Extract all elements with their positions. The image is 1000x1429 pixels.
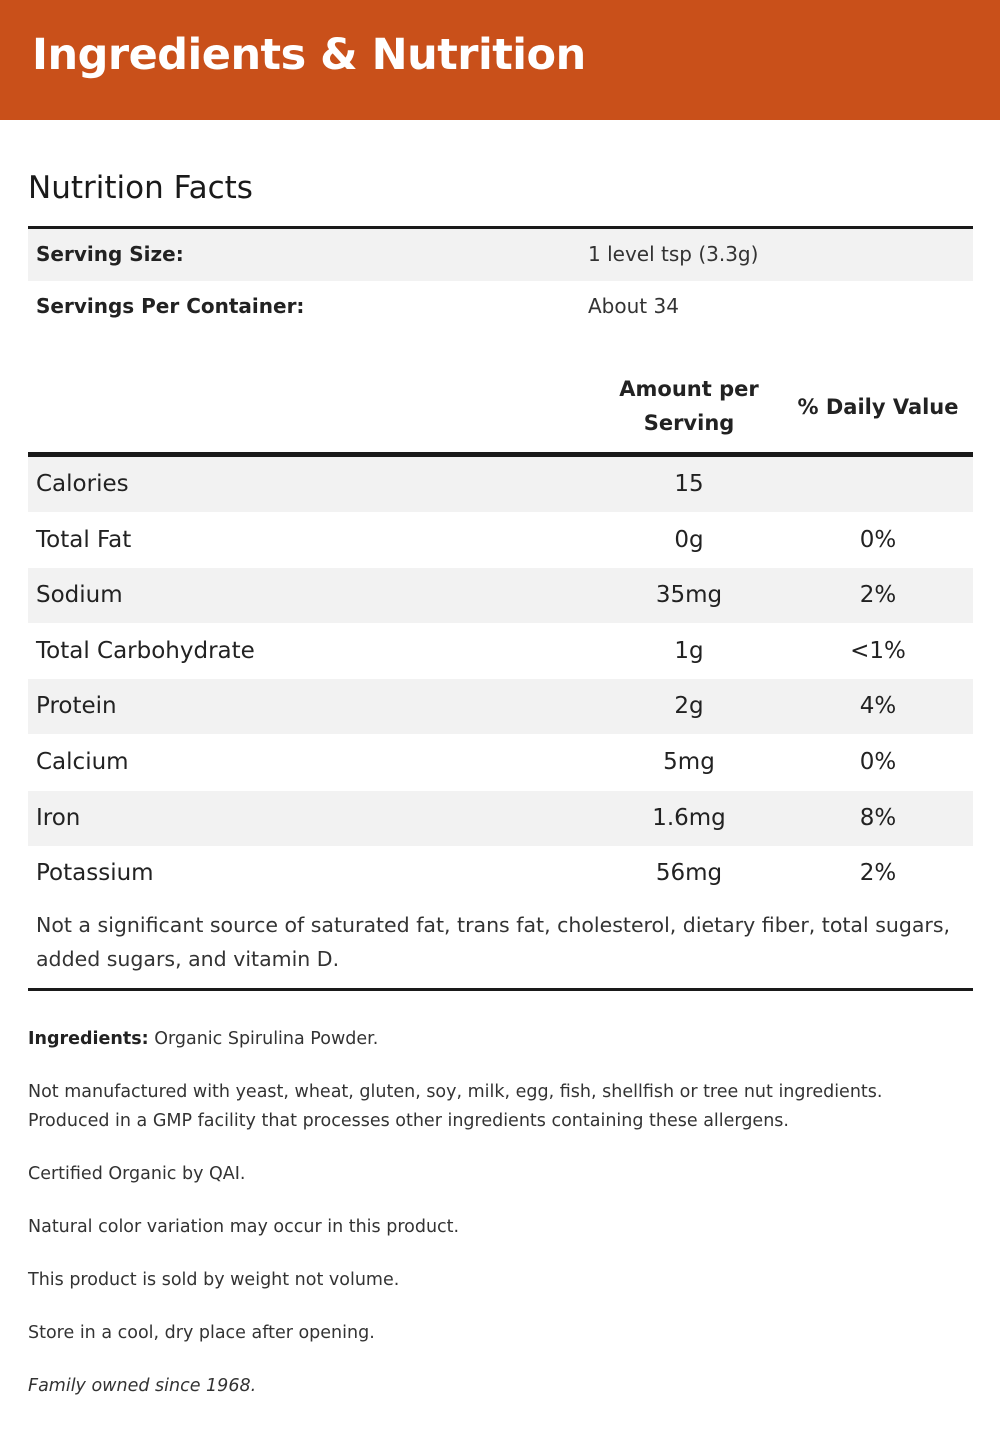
nutrient-row bbox=[28, 791, 973, 846]
nutrient-amount: 2g bbox=[674, 693, 704, 720]
bottom-divider bbox=[28, 988, 973, 991]
nutrient-row bbox=[28, 624, 973, 679]
nutrition-facts-title: Nutrition Facts bbox=[28, 170, 253, 206]
nutrient-amount: 1g bbox=[674, 637, 704, 664]
ingredients-label: Ingredients: bbox=[28, 1029, 149, 1049]
nutrient-name: Calories bbox=[36, 471, 129, 497]
nutrient-row bbox=[28, 735, 973, 790]
nutrient-daily-value: <1% bbox=[850, 637, 906, 664]
amount-header-line1: Amount per bbox=[619, 377, 759, 401]
storage-statement: Store in a cool, dry place after opening. bbox=[28, 1323, 375, 1343]
serving-size-label: Serving Size: bbox=[36, 242, 184, 266]
nutrient-row bbox=[28, 846, 973, 901]
nutrient-name: Sodium bbox=[36, 582, 123, 609]
sold-by-weight-statement: This product is sold by weight not volume. bbox=[28, 1270, 400, 1290]
nutrient-name: Total Carbohydrate bbox=[36, 637, 255, 664]
servings-per-container-label: Servings Per Container: bbox=[36, 294, 305, 318]
nutrient-amount: 15 bbox=[674, 471, 704, 497]
nutrient-row bbox=[28, 679, 973, 734]
nutrient-name: Iron bbox=[36, 804, 81, 831]
nutrient-amount: 56mg bbox=[655, 860, 723, 887]
nutrient-row bbox=[28, 513, 973, 568]
nutrient-daily-value: 0% bbox=[859, 526, 897, 553]
ingredients-line bbox=[28, 1025, 968, 1054]
nutrient-daily-value: 4% bbox=[859, 693, 897, 720]
allergen-line-1: Not manufactured with yeast, wheat, gluten, soy, milk, egg, fish, shellfish or tree nut ingredients. bbox=[28, 1082, 883, 1102]
nutrient-name: Potassium bbox=[36, 860, 154, 887]
nutrient-amount: 1.6mg bbox=[652, 804, 726, 831]
nutrient-amount: 35mg bbox=[655, 582, 723, 609]
ingredients-value: Organic Spirulina Powder. bbox=[148, 1029, 379, 1049]
nutrient-amount: 0g bbox=[674, 526, 704, 553]
amount-per-serving-header bbox=[598, 372, 780, 440]
serving-size-row bbox=[28, 229, 973, 281]
family-owned-statement: Family owned since 1968. bbox=[28, 1376, 257, 1396]
nutrient-daily-value: 2% bbox=[859, 860, 897, 887]
servings-per-container-value: About 34 bbox=[588, 294, 679, 318]
page-title: Ingredients & Nutrition bbox=[32, 30, 586, 80]
nutrient-amount: 5mg bbox=[663, 749, 715, 775]
serving-size-value: 1 level tsp (3.3g) bbox=[588, 242, 759, 266]
header-banner bbox=[0, 0, 1000, 120]
nutrient-name: Protein bbox=[36, 693, 117, 720]
amount-header-line2: Serving bbox=[643, 411, 735, 435]
nutrient-row bbox=[28, 457, 973, 512]
nutrient-daily-value: 8% bbox=[859, 804, 897, 831]
nutrient-name: Calcium bbox=[36, 749, 129, 775]
servings-per-container-row bbox=[28, 281, 973, 333]
nutrient-daily-value: 2% bbox=[859, 582, 897, 609]
nutrient-daily-value: 0% bbox=[859, 749, 897, 775]
nutrient-name: Total Fat bbox=[36, 526, 132, 553]
color-variation-statement: Natural color variation may occur in this product. bbox=[28, 1217, 460, 1237]
daily-value-header: % Daily Value bbox=[797, 395, 959, 419]
certified-statement: Certified Organic by QAI. bbox=[28, 1164, 246, 1184]
nutrient-row bbox=[28, 568, 973, 623]
nutrition-footnote: Not a significant source of saturated fat, trans fat, cholesterol, dietary fiber, total sugars, added sugars, and vitamin D. bbox=[36, 913, 951, 971]
allergen-line-2: Produced in a GMP facility that processes other ingredients containing these allergens. bbox=[28, 1111, 789, 1131]
allergen-statement bbox=[28, 1078, 968, 1136]
